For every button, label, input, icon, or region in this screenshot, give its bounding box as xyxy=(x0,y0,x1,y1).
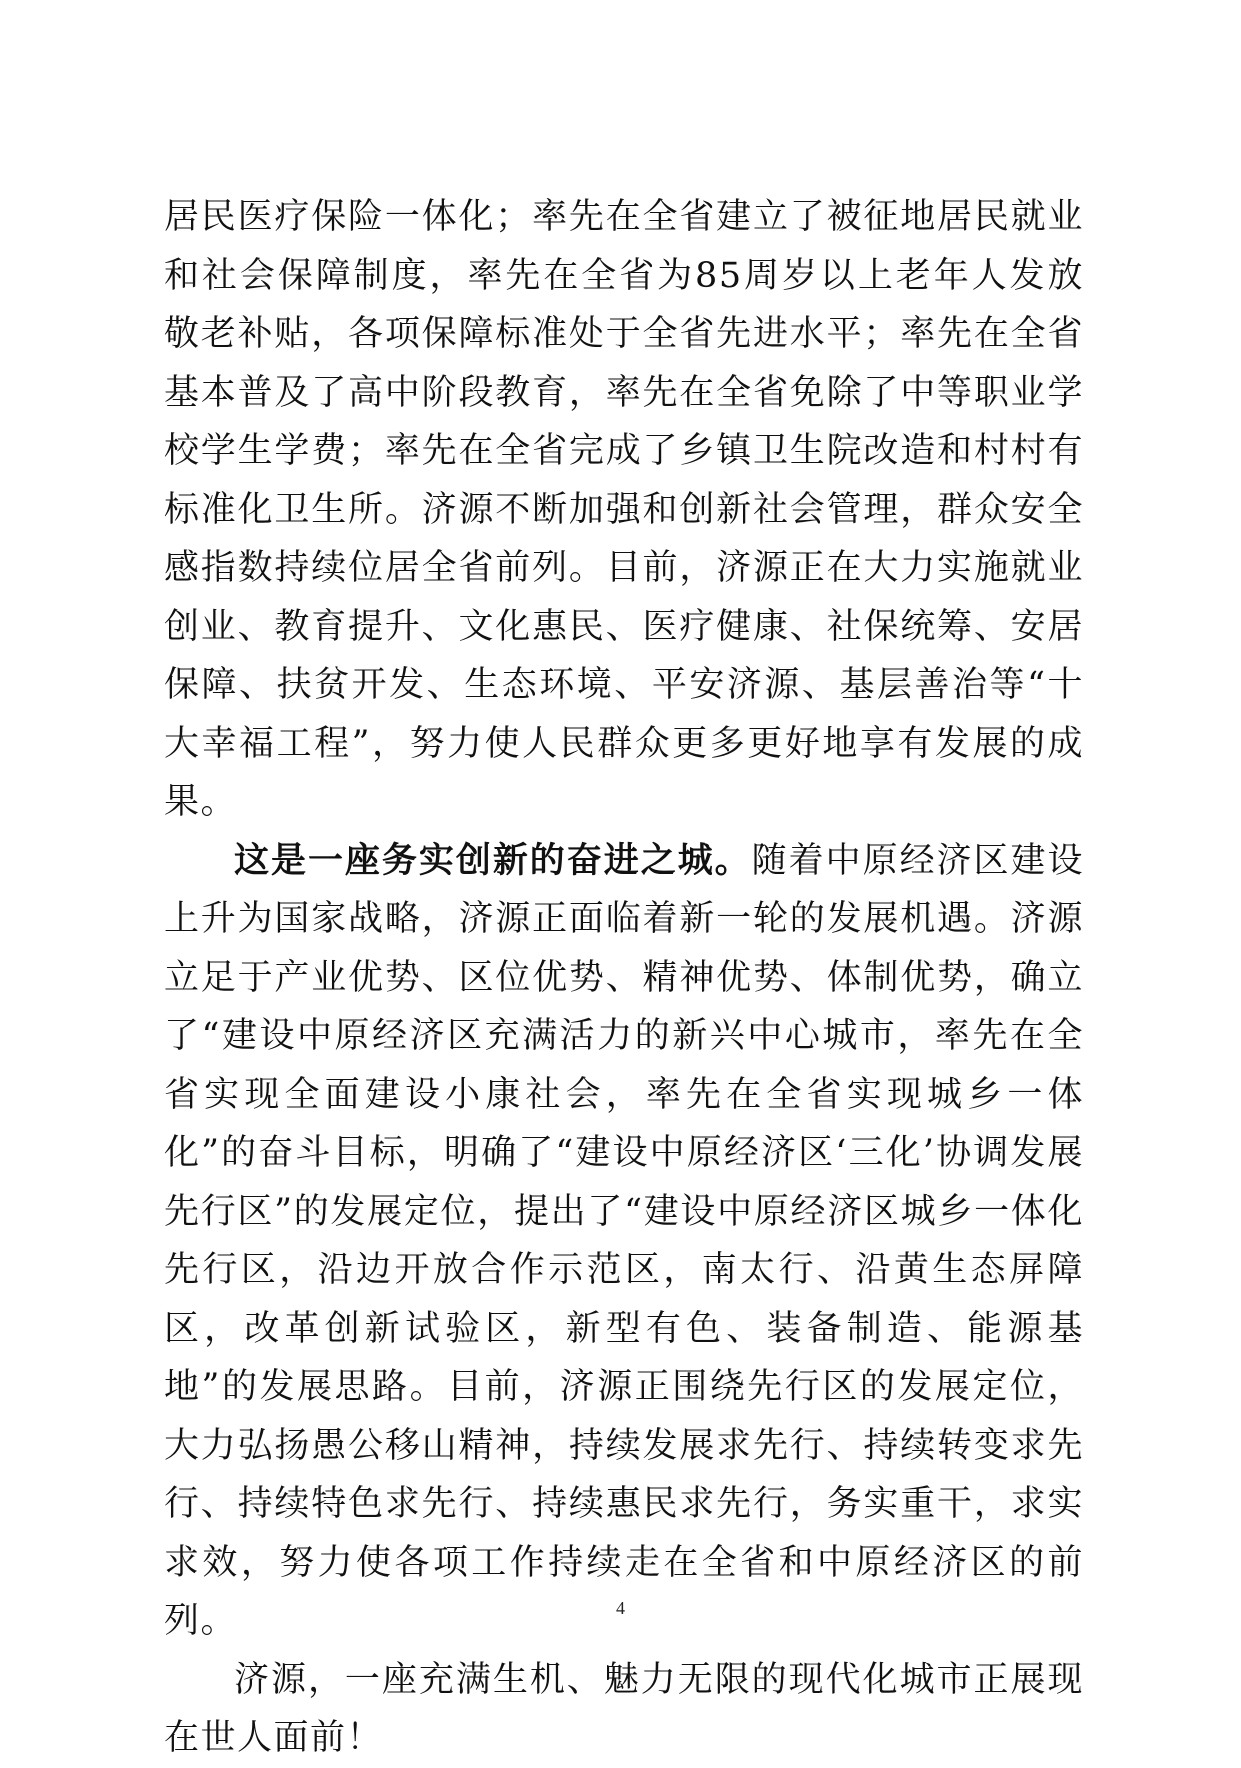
paragraph-text: 随着中原经济区建设上升为国家战略，济源正面临着新一轮的发展机遇。济源立足于产业优势、区位优势、精神优势、体制优势，确立了“建设中原经济区充满活力的新兴中心城市，率先在全省实现全面建设小康社会，率先在全省实现城乡一体化”的奋斗目标，明确了“建设中原经济区‘三化’协调发展先行区”的发展定位，提出了“建设中原经济区城乡一体化先行区，沿边开放合作示范区，南太行、沿黄生态屏障区，改革创新试验区，新型有色、装备制造、能源基地”的发展思路。目前，济源正围绕先行区的发展定位，大力弘扬愚公移山精神，持续发展求先行、持续转变求先行、持续特色求先行、持续惠民求先行，务实重干，求实求效，努力使各项工作持续走在全省和中原经济区的前列。 xyxy=(164,840,1084,1641)
page-number: 4 xyxy=(616,1598,625,1618)
paragraph-text: 济源，一座充满生机、魅力无限的现代化城市正展现在世人面前！ xyxy=(164,1659,1084,1758)
paragraph-text: 居民医疗保险一体化；率先在全省建立了被征地居民就业和社会保障制度，率先在全省为85周岁以上老年人发放敬老补贴，各项保障标准处于全省先进水平；率先在全省基本普及了高中阶段教育，率先在全省免除了中等职业学校学生学费；率先在全省完成了乡镇卫生院改造和村村有标准化卫生所。济源不断加强和创新社会管理，群众安全感指数持续位居全省前列。目前，济源正在大力实施就业创业、教育提升、文化惠民、医疗健康、社保统筹、安居保障、扶贫开发、生态环境、平安济源、基层善治等“十大幸福工程”，努力使人民群众更多更好地享有发展的成果。 xyxy=(164,197,1084,822)
paragraph-closing xyxy=(164,1651,1084,1768)
paragraph-continuation xyxy=(164,188,1084,832)
paragraph-lead-heading: 这是一座务实创新的奋进之城。 xyxy=(234,839,752,881)
document-body xyxy=(164,188,1084,1768)
paragraph-striving-city xyxy=(164,832,1084,1651)
